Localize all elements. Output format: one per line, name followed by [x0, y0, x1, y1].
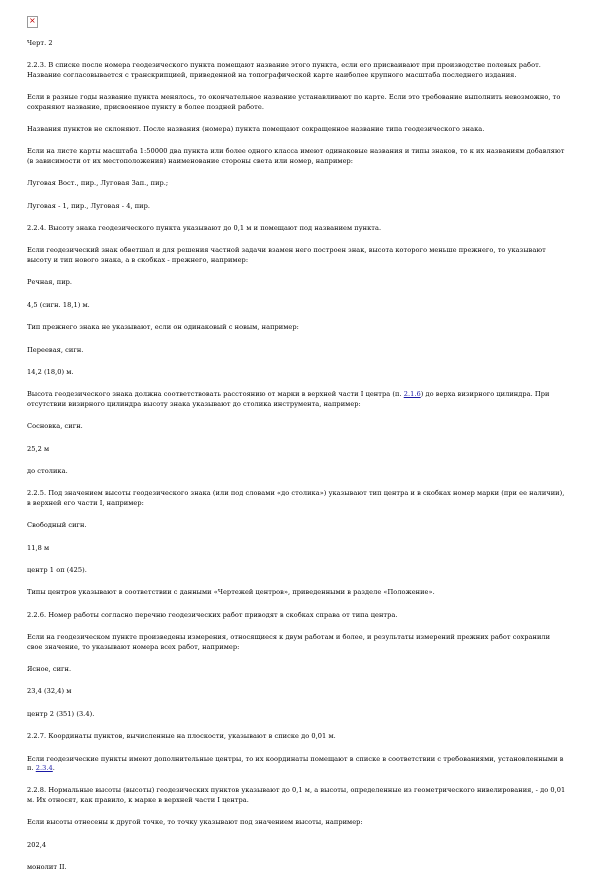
document-body	[27, 39, 567, 872]
broken-image-glyph: ×	[29, 16, 36, 25]
paragraph: Названия пунктов не склоняют. После названия (номера) пункта помещают сокращенное название типа геодезического знака.	[27, 125, 485, 134]
paragraph: 11,8 м	[27, 543, 50, 552]
paragraph: Ясное, сигн.	[27, 665, 72, 673]
paragraph: Если в разные годы название пункта менялось, то окончательное название устанавливают по карте. Если это требование выполнить невозможно, то сохраняют название, присвоенное пункту в более поздней работе.	[27, 93, 561, 111]
paragraph: до столика.	[27, 466, 68, 475]
paragraph: монолит II.	[27, 863, 67, 872]
paragraph: Речная, пир.	[27, 278, 73, 287]
paragraph: 25,2 м	[27, 444, 50, 453]
paragraph: Переевая, сигн.	[27, 345, 84, 354]
paragraph: 2.2.8. Нормальные высоты (высоты) геодезических пунктов указывают до 0,1 м, а высоты, определенные из геометрического нивелирования, - до 0,01 м. Их относят, как правило, к марке в верхней части I центра.	[27, 786, 566, 804]
paragraph-text: Если геодезические пункты имеют дополнительные центры, то их координаты помещают в списке в соответствии с требованиями, установленными в п.	[27, 754, 564, 773]
paragraph: Если геодезический знак обветшал и для решения частной задачи взамен него построен знак, высота которого меньше прежнего, то указывают высоту и тип нового знака, а в скобках - прежнего, например:	[27, 246, 546, 264]
document-page	[27, 16, 567, 885]
paragraph: центр 2 (351) (3.4).	[27, 709, 95, 718]
paragraph: Черт. 2	[27, 39, 53, 47]
paragraph-text: Высота геодезического знака должна соответствовать расстоянию от марки в верхней части I центра (п.	[27, 390, 404, 399]
broken-image-icon	[27, 16, 38, 28]
paragraph: 2.2.7. Координаты пунктов, вычисленные на плоскости, указывают в списке до 0,01 м.	[27, 732, 336, 741]
paragraph: Тип прежнего знака не указывают, если он одинаковый с новым, например:	[27, 323, 299, 332]
paragraph: 23,4 (32,4) м	[27, 687, 72, 696]
paragraph: Сосновка, сигн.	[27, 422, 83, 431]
paragraph: Если на листе карты масштаба 1:50000 два пункта или более одного класса имеют одинаковые названия и типы знаков, то к их названиям добавляют (в зависимости от их местоположения) наименование стороны света или номер, например:	[27, 147, 565, 165]
paragraph: 14,2 (18,0) м.	[27, 367, 74, 376]
paragraph: Свободный сигн.	[27, 521, 87, 530]
paragraph: 2.2.6. Номер работы согласно перечню геодезических работ приводят в скобках справа от типа центра.	[27, 610, 398, 619]
paragraph: 4,5 (сигн. 18,1) м.	[27, 300, 90, 309]
paragraph: Луговая Вост., пир., Луговая Зап., пир.;	[27, 179, 169, 188]
paragraph: 2.2.4. Высоту знака геодезического пункта указывают до 0,1 м и помещают под названием пункта.	[27, 224, 382, 233]
paragraph: Луговая - 1, пир., Луговая - 4, пир.	[27, 201, 151, 210]
paragraph: Типы центров указывают в соответствии с данными «Чертежей центров», приведенными в разделе «Положение».	[27, 588, 435, 597]
paragraph-text: ) до верха визирного цилиндра. При отсутствии визирного цилиндра высоту знака указывают до столика инструмента, например:	[27, 390, 550, 408]
paragraph: Если высоты отнесены к другой точке, то точку указывают под значением высоты, например:	[27, 818, 363, 827]
paragraph	[27, 390, 567, 409]
paragraph	[27, 755, 567, 774]
paragraph: 2.2.5. Под значением высоты геодезического знака (или под словами «до столика») указывают тип центра и в скобках номер марки (при ее наличии), в верхней его части I, например:	[27, 489, 565, 507]
paragraph-text: .	[52, 764, 55, 773]
paragraph: 2.2.3. В списке после номера геодезического пункта помещают название этого пункта, если его присваивают при производстве полевых работ. Название согласовывается с транскрипцией, приведенной на топографической карте наиболее крупного масштаба последнего издания.	[27, 61, 541, 79]
cross-reference-link[interactable]: 2.1.6	[403, 390, 421, 399]
cross-reference-link[interactable]: 2.3.4	[35, 764, 53, 773]
paragraph: 202,4	[27, 840, 47, 849]
paragraph: центр 1 оп (425).	[27, 565, 87, 574]
paragraph: Если на геодезическом пункте произведены измерения, относящиеся к двум работам и более, и результаты измерений прежних работ сохранили свое значение, то указывают номера всех работ, например:	[27, 633, 551, 651]
